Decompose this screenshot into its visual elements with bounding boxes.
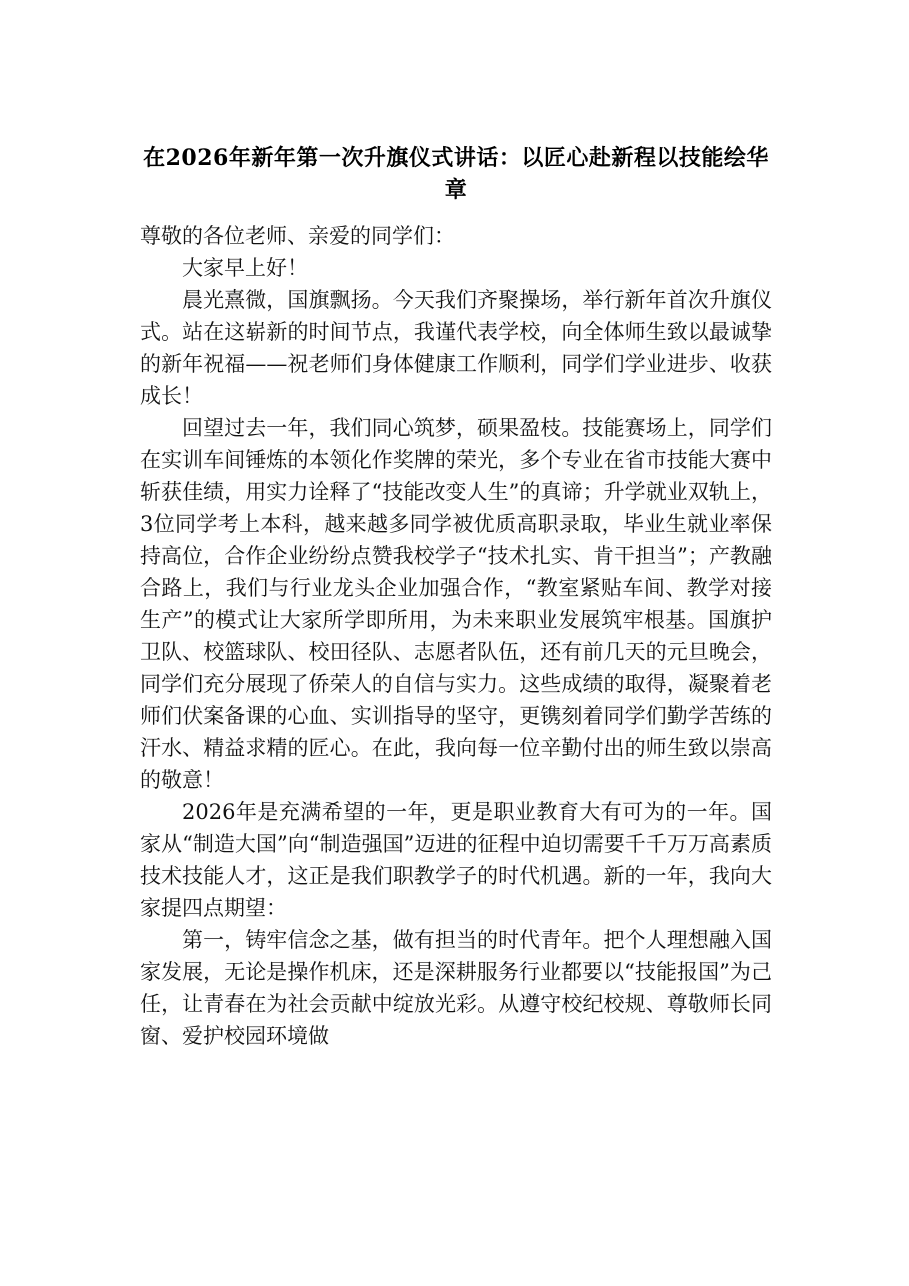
- salutation-paragraph: 尊敬的各位老师、亲爱的同学们：: [140, 224, 455, 248]
- body-paragraph: 第一，铸牢信念之基，做有担当的时代青年。把个人理想融入国家发展，无论是操作机床，还是深耕服务行业都要以“技能报国”为己任，让青春在为社会贡献中绽放光彩。从遵守校纪校规、尊敬师长同窗、爱护校园环境做: [140, 928, 772, 1048]
- body-paragraph: 2026年是充满希望的一年，更是职业教育大有可为的一年。国家从“制造大国”向“制造强国”迈进的征程中迫切需要千千万万高素质技术技能人才，这正是我们职教学子的时代机遇。新的一年，我向大家提四点期望：: [140, 800, 772, 920]
- body-paragraph: 回望过去一年，我们同心筑梦，硕果盈枝。技能赛场上，同学们在实训车间锤炼的本领化作奖牌的荣光，多个专业在省市技能大赛中斩获佳绩，用实力诠释了“技能改变人生”的真谛；升学就业双轨上，3位同学考上本科，越来越多同学被优质高职录取，毕业生就业率保持高位，合作企业纷纷点赞我校学子“技术扎实、肯干担当”；产教融合路上，我们与行业龙头企业加强合作，“教室紧贴车间、教学对接生产”的模式让大家所学即所用，为未来职业发展筑牢根基。国旗护卫队、校篮球队、校田径队、志愿者队伍，还有前几天的元旦晚会，同学们充分展现了侨荣人的自信与实力。这些成绩的取得，凝聚着老师们伏案备课的心血、实训指导的坚守，更镌刻着同学们勤学苦练的汗水、精益求精的匠心。在此，我向每一位辛勤付出的师生致以崇高的敬意！: [140, 416, 772, 792]
- body-paragraph: 晨光熹微，国旗飘扬。今天我们齐聚操场，举行新年首次升旗仪式。站在这崭新的时间节点，我谨代表学校，向全体师生致以最诚挚的新年祝福——祝老师们身体健康工作顺利，同学们学业进步、收获成长！: [140, 288, 772, 408]
- document-title: 在2026年新年第一次升旗仪式讲话：以匠心赴新程以技能绘华章: [143, 145, 769, 203]
- greeting-paragraph: 大家早上好！: [182, 256, 308, 280]
- document-body: [140, 220, 772, 1052]
